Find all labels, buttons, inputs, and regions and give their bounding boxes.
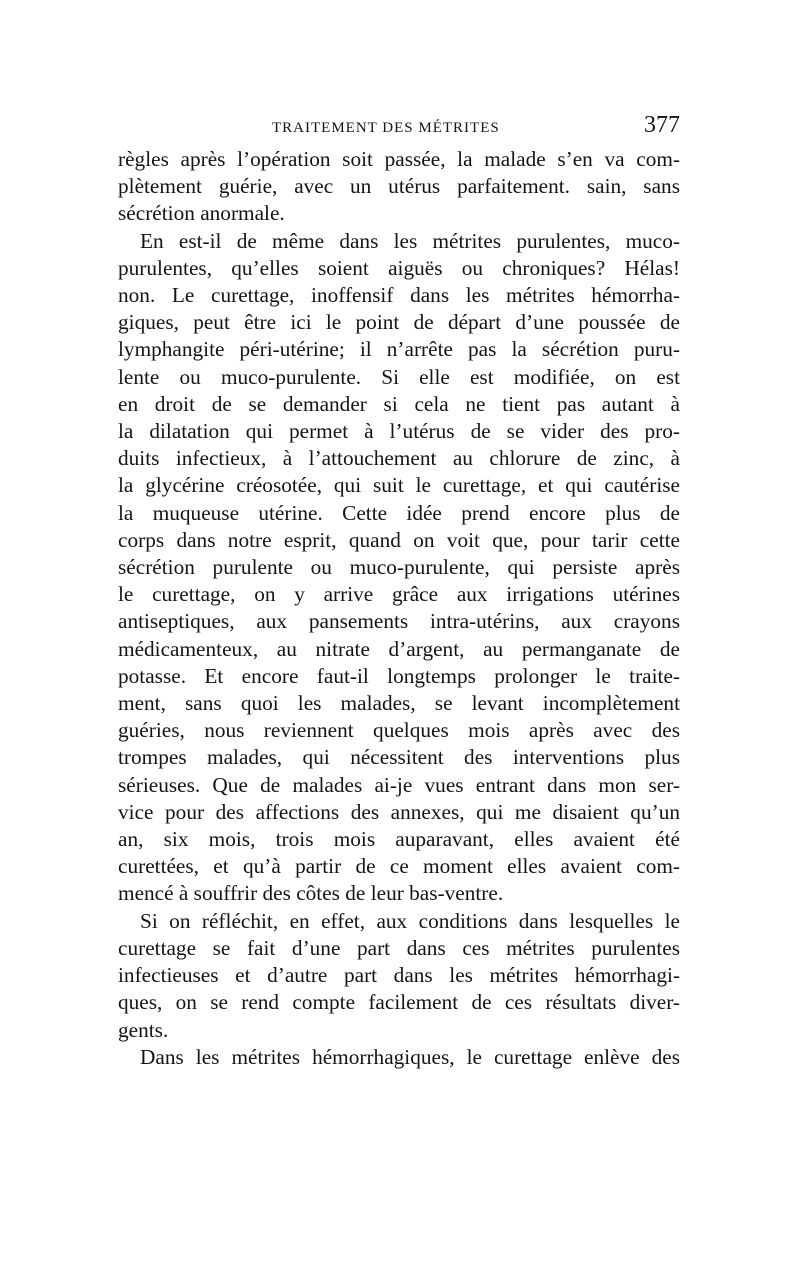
text-line: la dilatation qui permet à l’utérus de se vider des pro-: [118, 419, 680, 444]
text-line: ment, sans quoi les malades, se levant incomplètement: [118, 691, 680, 716]
text-line: infectieuses et d’autre part dans les métrites hémorrhagi-: [118, 963, 680, 988]
text-line: en droit de se demander si cela ne tient pas autant à: [118, 391, 680, 416]
text-line: corps dans notre esprit, quand on voit que, pour tarir cette: [118, 527, 680, 552]
text-line: plètement guérie, avec un utérus parfaitement. sain, sans: [118, 174, 680, 199]
text-line: Si on réfléchit, en effet, aux conditions dans lesquelles le: [140, 908, 680, 933]
running-title: TRAITEMENT DES MÉTRITES: [272, 120, 500, 136]
text-line: sécrétion purulente ou muco-purulente, qui persiste après: [118, 555, 680, 580]
text-line: non. Le curettage, inoffensif dans les métrites hémorrha-: [118, 283, 680, 308]
text-line: ques, on se rend compte facilement de ces résultats diver-: [118, 990, 680, 1015]
text-line: Dans les métrites hémorrhagiques, le curettage enlève des: [140, 1044, 680, 1069]
text-line: duits infectieux, à l’attouchement au chlorure de zinc, à: [118, 446, 680, 471]
text-line: antiseptiques, aux pansements intra-utérins, aux crayons: [118, 609, 680, 634]
book-page: [118, 112, 680, 1071]
text-line: médicamenteux, au nitrate d’argent, au permanganate de: [118, 636, 680, 661]
text-line: potasse. Et encore faut-il longtemps prolonger le traite-: [118, 663, 680, 688]
text-line: En est-il de même dans les métrites purulentes, muco-: [140, 228, 680, 253]
text-line: lymphangite péri-utérine; il n’arrête pas la sécrétion puru-: [118, 337, 680, 362]
text-line: la muqueuse utérine. Cette idée prend encore plus de: [118, 500, 680, 525]
text-line: curettage se fait d’une part dans ces métrites purulentes: [118, 935, 680, 960]
text-line: guéries, nous reviennent quelques mois après avec des: [118, 718, 680, 743]
text-line: an, six mois, trois mois auparavant, elles avaient été: [118, 827, 680, 852]
text-line: lente ou muco-purulente. Si elle est modifiée, on est: [118, 364, 680, 389]
body-text: [118, 146, 680, 1071]
text-line: gents.: [118, 1017, 169, 1042]
text-line: vice pour des affections des annexes, qui me disaient qu’un: [118, 799, 680, 824]
text-line: curettées, et qu’à partir de ce moment elles avaient com-: [118, 854, 680, 879]
text-line: le curettage, on y arrive grâce aux irrigations utérines: [118, 582, 680, 607]
text-line: sécrétion anormale.: [118, 201, 285, 226]
text-line: giques, peut être ici le point de départ d’une poussée de: [118, 310, 680, 335]
text-line: règles après l’opération soit passée, la malade s’en va com-: [118, 147, 680, 171]
text-line: la glycérine créosotée, qui suit le curettage, et qui cautérise: [118, 473, 680, 498]
page-number: 377: [644, 112, 680, 138]
text-line: trompes malades, qui nécessitent des interventions plus: [118, 745, 680, 770]
text-line: mencé à souffrir des côtes de leur bas-ventre.: [118, 881, 504, 906]
page-header: [118, 112, 680, 146]
text-line: purulentes, qu’elles soient aiguës ou chroniques? Hélas!: [118, 255, 680, 280]
text-line: sérieuses. Que de malades ai-je vues entrant dans mon ser-: [118, 772, 680, 797]
